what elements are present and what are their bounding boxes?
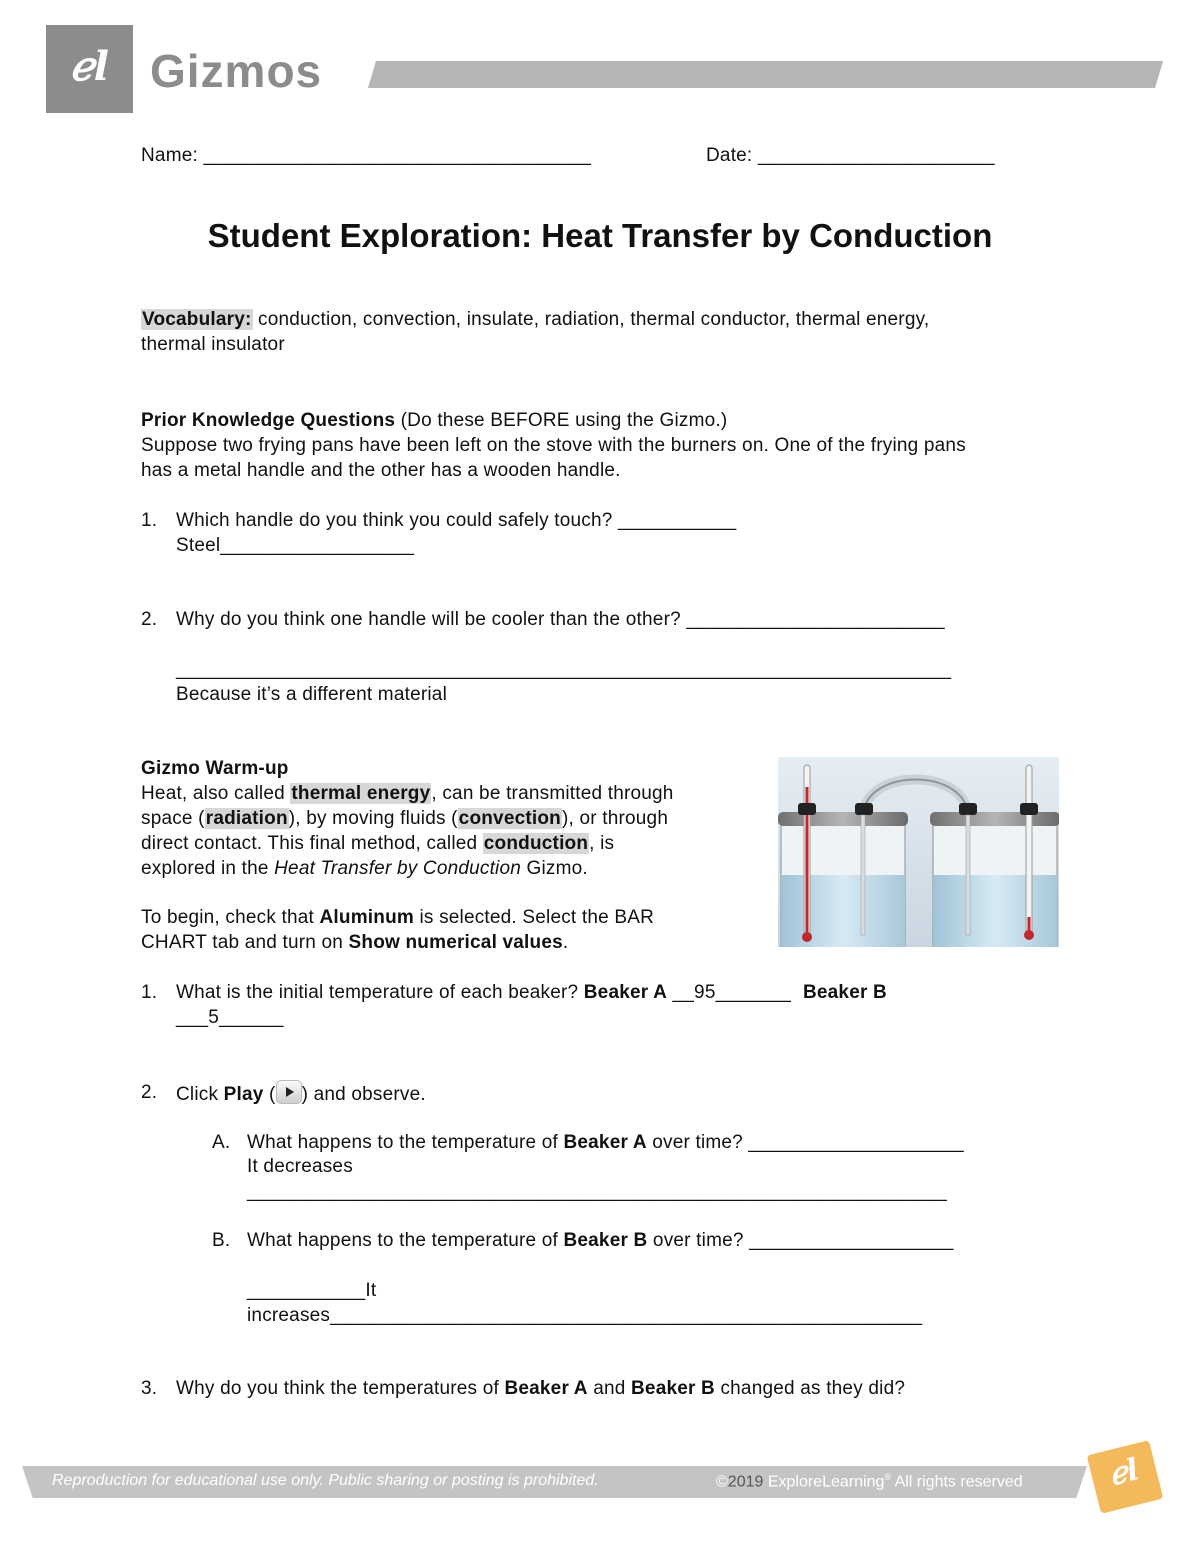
warmup-qB-answer-1: ___________It	[247, 1280, 377, 1301]
term-radiation: radiation	[205, 808, 288, 829]
warmup-qB-letter: B.	[212, 1230, 231, 1251]
warmup-qA-letter: A.	[212, 1132, 231, 1153]
warmup-text: explored in the	[141, 858, 275, 879]
footer-copyright	[716, 1472, 1023, 1491]
warmup-qA-text	[247, 1130, 964, 1155]
warmup-line-2	[141, 806, 668, 831]
vocabulary-line-2: thermal insulator	[141, 334, 285, 355]
date-field: Date: ______________________	[706, 145, 995, 166]
warmup-line-1	[141, 781, 674, 806]
beaker-a-label: Beaker A	[583, 982, 668, 1003]
beaker-a-label: Beaker A	[504, 1378, 588, 1399]
warmup-qA-blank: _________________________________________________________________	[247, 1181, 947, 1202]
logo-text: ℯl	[70, 43, 109, 90]
warmup-text: is selected. Select the BAR	[413, 907, 655, 928]
term-conduction: conduction	[483, 833, 589, 854]
term-convection: convection	[458, 808, 561, 829]
footer-notice: Reproduction for educational use only. Public sharing or posting is prohibited.	[52, 1472, 599, 1489]
prior-q1-number: 1.	[141, 510, 158, 531]
gizmo-title: Heat Transfer by Conduction	[274, 858, 522, 879]
warmup-qB-answer-2: increases_______________________________________________________	[247, 1305, 923, 1326]
warmup-line-4	[141, 856, 588, 881]
footer-logo-text: ℯl	[1105, 1452, 1143, 1494]
warmup-q3-prompt: Why do you think the temperatures of	[176, 1378, 505, 1399]
warmup-qA-answer: It decreases	[247, 1156, 353, 1177]
warmup-qB-prompt: What happens to the temperature of	[247, 1230, 564, 1251]
warmup-q3-number: 3.	[141, 1378, 158, 1399]
name-field: Name: ____________________________________	[141, 145, 592, 166]
vocabulary-terms: conduction, convection, insulate, radiation, thermal conductor, thermal energy,	[252, 309, 930, 330]
warmup-q2-click: Click	[176, 1084, 224, 1105]
warmup-q3-text	[176, 1376, 905, 1401]
show-values-label: Show numerical values	[348, 932, 563, 953]
warmup-q3-and: and	[587, 1378, 631, 1399]
warmup-text: Heat, also called	[141, 783, 291, 804]
beaker-illustration	[778, 757, 1059, 947]
warmup-q1-number: 1.	[141, 982, 158, 1003]
warmup-text: , is	[589, 833, 615, 854]
prior-q2-blank: ________________________________________________________________________	[176, 659, 952, 680]
registered-mark: ®	[884, 1472, 891, 1482]
company-name: ExploreLearning	[763, 1473, 885, 1491]
play-icon	[276, 1080, 302, 1104]
warmup-q1-text	[176, 980, 887, 1005]
warmup-q2-number: 2.	[141, 1082, 158, 1103]
header-bar	[368, 61, 1163, 88]
prior-line-2: has a metal handle and the other has a wooden handle.	[141, 460, 621, 481]
beaker-b-label: Beaker B	[802, 982, 887, 1003]
warmup-text: space (	[141, 808, 205, 829]
vocabulary-label: Vocabulary:	[142, 309, 252, 330]
warmup-q2-text	[176, 1080, 426, 1107]
prior-heading-label: Prior Knowledge Questions	[141, 410, 396, 431]
warmup-text: ), by moving fluids (	[288, 808, 458, 829]
prior-q2-answer: Because it’s a different material	[176, 684, 447, 705]
warmup-line-5	[141, 905, 654, 930]
beaker-a-label: Beaker A	[563, 1132, 647, 1153]
term-thermal-energy: thermal energy	[291, 783, 431, 804]
copyright-symbol: ©	[716, 1473, 728, 1491]
beaker-a-answer: __95_______	[667, 982, 791, 1003]
page-title: Student Exploration: Heat Transfer by Conduction	[207, 217, 993, 254]
beaker-b-answer: ___5______	[176, 1007, 284, 1028]
warmup-q3-rest: changed as they did?	[714, 1378, 906, 1399]
prior-line-1: Suppose two frying pans have been left on the stove with the burners on. One of the frying pans	[141, 435, 966, 456]
copyright-year: 2019	[727, 1473, 764, 1491]
prior-q1-text: Which handle do you think you could safely touch? ___________	[176, 510, 737, 531]
warmup-line-6	[141, 930, 568, 955]
prior-note: (Do these BEFORE using the Gizmo.)	[395, 410, 728, 431]
warmup-text: To begin, check that	[141, 907, 320, 928]
warmup-text: direct contact. This final method, called	[141, 833, 483, 854]
prior-q2-text: Why do you think one handle will be cooler than the other? ________________________	[176, 609, 945, 630]
warmup-text: CHART tab and turn on	[141, 932, 349, 953]
warmup-text: .	[562, 932, 569, 953]
brand-name: Gizmos	[150, 45, 323, 97]
explorelearning-logo	[1087, 1440, 1164, 1514]
warmup-text: , can be transmitted through	[431, 783, 674, 804]
rights-text: All rights reserved	[891, 1473, 1023, 1491]
beaker-b-label: Beaker B	[631, 1378, 715, 1399]
play-label: Play	[223, 1084, 264, 1105]
prior-heading	[141, 408, 727, 433]
warmup-q2-paren: (	[263, 1084, 276, 1105]
warmup-heading: Gizmo Warm-up	[141, 758, 289, 779]
prior-q1-answer: Steel__________________	[176, 535, 415, 556]
warmup-qA-prompt: What happens to the temperature of	[247, 1132, 564, 1153]
aluminum-label: Aluminum	[319, 907, 414, 928]
warmup-qA-rest: over time? ____________________	[646, 1132, 964, 1153]
beaker-b-label: Beaker B	[563, 1230, 648, 1251]
prior-q2-number: 2.	[141, 609, 158, 630]
warmup-text: ), or through	[561, 808, 669, 829]
vocabulary-line-1	[141, 307, 929, 332]
warmup-q1-prompt: What is the initial temperature of each beaker?	[176, 982, 584, 1003]
warmup-qB-text	[247, 1228, 954, 1253]
warmup-line-3	[141, 831, 614, 856]
warmup-qB-rest: over time? ___________________	[647, 1230, 954, 1251]
gizmos-logo	[46, 25, 133, 113]
warmup-text: Gizmo.	[521, 858, 588, 879]
warmup-q2-rest: ) and observe.	[301, 1084, 426, 1105]
